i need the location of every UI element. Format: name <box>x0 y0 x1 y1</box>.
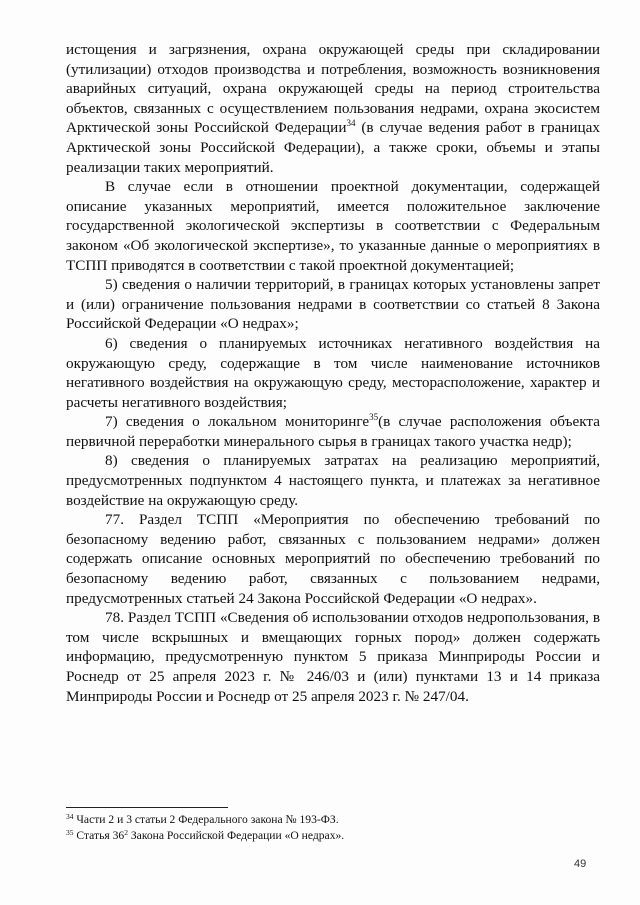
paragraph-text: истощения и загрязнения, охрана окружающей среды при складировании (утилизации) отходов производства и потребления, возможность возникновения аварийных ситуаций, охрана окружающей среды на период строительства объектов, связанных с осуществлением пользования недрами, охрана экосистем Арктической зоны Российской Федерации <box>66 41 600 137</box>
footnote-divider <box>66 807 228 808</box>
footnote-ref-35[interactable]: 35 <box>369 412 379 423</box>
paragraph-text: 5) сведения о наличии территорий, в границах которых установлены запрет и (или) ограничение пользования недрами в соответствии со статьей 8 Закона Российской Федерации «О недрах»; <box>66 276 600 333</box>
paragraph-text: 7) сведения о локальном мониторинге <box>105 413 370 431</box>
paragraph-77 <box>66 510 600 608</box>
paragraph-text: 78. Раздел ТСПП «Сведения об использовании отходов недропользования, в том числе вскрышных и вмещающих горных пород» должен содержать информацию, предусмотренную пунктом 5 приказа Минприроды России и Роснедр от 25 апреля 2023 г. № 246/03 и (или) пунктами 13 и 14 приказа Минприроды России и Роснедр от 25 апреля 2023 г. № 247/04. <box>66 609 600 705</box>
paragraph-item-6 <box>66 334 600 412</box>
paragraph-text: (в случае ведения работ в границах Арктической зоны Российской Федерации), а также сроки, объемы и этапы реализации таких мероприятий. <box>66 119 600 176</box>
paragraph-78 <box>66 608 600 706</box>
paragraph-text: 6) сведения о планируемых источниках негативного воздействия на окружающую среду, содержащие в том числе наименование источников негативного воздействия на окружающую среду, месторасположение, характер и расчеты негативного воздействия; <box>66 334 600 411</box>
footnote-text: Закона Российской Федерации «О недрах». <box>127 828 345 842</box>
footnote-ref-34[interactable]: 34 <box>346 118 356 129</box>
paragraph-item-5 <box>66 275 600 334</box>
paragraph-item-7 <box>66 412 600 451</box>
footnote-marker: 34 <box>66 812 74 821</box>
footnote-text: Статья 36 <box>73 828 125 842</box>
page-number: 49 <box>574 858 587 870</box>
footnote-35 <box>66 828 600 844</box>
footnote-34 <box>66 812 600 828</box>
footnote-article-superscript: 2 <box>124 827 128 837</box>
footnote-marker: 35 <box>66 827 74 837</box>
body-text <box>66 40 600 706</box>
footnotes <box>66 812 600 843</box>
footnote-text: Части 2 и 3 статьи 2 Федерального закона № 193-ФЗ. <box>73 813 339 826</box>
paragraph-text: 77. Раздел ТСПП «Мероприятия по обеспечению требований по безопасному ведению работ, связанных с пользованием недрами» должен содержать описание основных мероприятий по обеспечению требований по безопасному ведению работ, связанных с пользованием недрами, предусмотренных статьей 24 Закона Российской Федерации «О недрах». <box>66 511 600 607</box>
paragraph-item-8 <box>66 451 600 510</box>
paragraph-text: (в случае расположения объекта первичной переработки минерального сырья в границах такого участка недр); <box>66 413 600 450</box>
paragraph-expertise <box>66 177 600 275</box>
paragraph-continuation <box>66 40 600 177</box>
paragraph-text: 8) сведения о планируемых затратах на реализацию мероприятий, предусмотренных подпунктом 4 настоящего пункта, и платежах за негативное воздействие на окружающую среду. <box>66 452 600 509</box>
paragraph-text: В случае если в отношении проектной документации, содержащей описание указанных мероприятий, имеется положительное заключение государственной экологической экспертизы в соответствии с Федеральным законом «Об экологической экспертизе», то указанные данные о мероприятиях в ТСПП приводятся в соответствии с такой проектной документацией; <box>66 178 600 274</box>
